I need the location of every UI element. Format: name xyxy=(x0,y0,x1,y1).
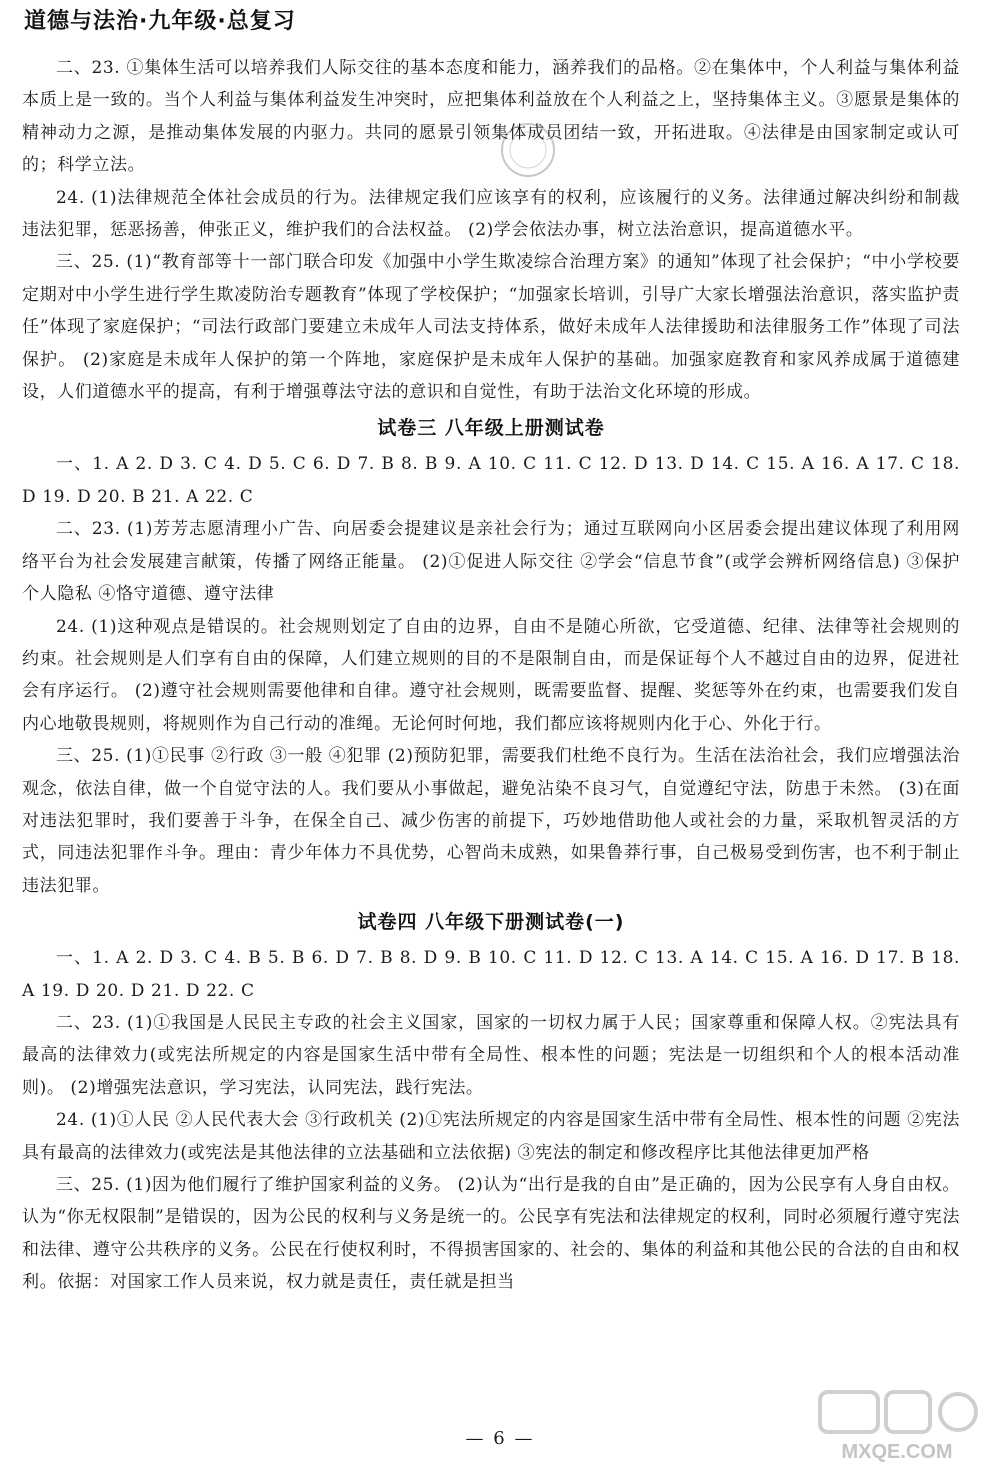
paragraph: 二、23. (1)芳芳志愿清理小广告、向居委会提建议是亲社会行为；通过互联网向小区居委会提出建议体现了利用网络平台为社会发展建言献策，传播了网络正能量。 (2)①促进人际交往 ②学会“信息节食”(或学会辨析网络信息) ③保护个人隐私 ④恪守道德、遵守法律 xyxy=(22,519,960,605)
paragraph: 一、1. A 2. D 3. C 4. D 5. C 6. D 7. B 8. B 9. A 10. C 11. C 12. D 13. D 14. C 15. A 16. A 17. C 18. D 19. D 20. B 21. A 22. C xyxy=(22,454,960,507)
paragraph: 24. (1)法律规范全体社会成员的行为。法律规定我们应该享有的权利，应该履行的义务。法律通过解决纠纷和制裁违法犯罪，惩恶扬善，伸张正义，维护我们的合法权益。 (2)学会依法办事，树立法治意识，提高道德水平。 xyxy=(22,187,960,241)
watermark-text: MXQE.COM xyxy=(841,1441,953,1463)
section-title: 试卷三 八年级上册测试卷 xyxy=(377,417,605,440)
section-exam-four xyxy=(22,902,960,1298)
section-exam-two-answers xyxy=(22,52,960,408)
paragraph: 24. (1)①人民 ②人民代表大会 ③行政机关 (2)①宪法所规定的内容是国家生活中带有全局性、根本性的问题 ②宪法具有最高的法律效力(或宪法是其他法律的立法基础和立法依据) ③宪法的制定和修改程序比其他法律更加严格 xyxy=(22,1110,960,1163)
watermark-logo xyxy=(812,1390,982,1466)
page-header: 道德与法治·九年级·总复习 xyxy=(24,9,296,34)
paragraph: 一、1. A 2. D 3. C 4. B 5. B 6. D 7. B 8. D 9. B 10. C 11. D 12. C 13. A 14. C 15. A 16. D 17. B 18. A 19. D 20. D 21. D 22. C xyxy=(22,948,960,1001)
section-title: 试卷四 八年级下册测试卷(一) xyxy=(357,911,625,934)
paragraph: 二、23. (1)①我国是人民民主专政的社会主义国家，国家的一切权力属于人民；国家尊重和保障人权。②宪法具有最高的法律效力(或宪法所规定的内容是国家生活中带有全局性、根本性的问题；宪法是一切组织和个人的根本活动准则)。 (2)增强宪法意识，学习宪法，认同宪法，践行宪法。 xyxy=(22,1012,960,1098)
page-number: — 6 — xyxy=(465,1428,535,1449)
paragraph: 三、25. (1)“教育部等十一部门联合印发《加强中小学生欺凌综合治理方案》的通知”体现了社会保护；“中小学校要定期对中小学生进行学生欺凌防治专题教育”体现了学校保护；“加强家长培训，引导广大家长增强法治意识，落实监护责任”体现了家庭保护；“司法行政部门要建立未成年人司法支持体系，做好未成年人法律援助和法律服务工作”体现了司法保护。 (2)家庭是未成年人保护的第一个阵地，家庭保护是未成年人保护的基础。加强家庭教育和家风养成属于道德建设，人们道德水平的提高，有利于增强尊法守法的意识和自觉性，有助于法治文化环境的形成。 xyxy=(22,252,960,403)
paragraph: 24. (1)这种观点是错误的。社会规则划定了自由的边界，自由不是随心所欲，它受道德、纪律、法律等社会规则的约束。社会规则是人们享有自由的保障，人们建立规则的目的不是限制自由，而是保证每个人不越过自由的边界，促进社会有序运行。 (2)遵守社会规则需要他律和自律。遵守社会规则，既需要监督、提醒、奖惩等外在约束，也需要我们发自内心地敬畏规则，将规则作为自己行动的准绳。无论何时何地，我们都应该将规则内化于心、外化于行。 xyxy=(22,616,960,734)
paragraph: 二、23. ①集体生活可以培养我们人际交往的基本态度和能力，涵养我们的品格。②在集体中，个人利益与集体利益本质上是一致的。当个人利益与集体利益发生冲突时，应把集体利益放在个人利益之上，坚持集体主义。③愿景是集体的精神动力之源，是推动集体发展的内驱力。共同的愿景引领集体成员团结一致，开拓进取。④法律是由国家制定或认可的；科学立法。 xyxy=(22,58,960,176)
section-exam-three xyxy=(22,408,960,902)
answer-content xyxy=(22,52,960,1299)
paragraph: 三、25. (1)因为他们履行了维护国家利益的义务。 (2)认为“出行是我的自由”是正确的，因为公民享有人身自由权。认为“你无权限制”是错误的，因为公民的权利与义务是统一的。公民享有宪法和法律规定的权利，同时必须履行遵守宪法和法律、遵守公共秩序的义务。公民在行使权利时，不得损害国家的、社会的、集体的利益和其他公民的合法的自由和权利。依据：对国家工作人员来说，权力就是责任，责任就是担当 xyxy=(22,1175,960,1293)
paragraph: 三、25. (1)①民事 ②行政 ③一般 ④犯罪 (2)预防犯罪，需要我们杜绝不良行为。生活在法治社会，我们应增强法治观念，依法自律，做一个自觉守法的人。我们要从小事做起，避免沾染不良习气，自觉遵纪守法，防患于未然。 (3)在面对违法犯罪时，我们要善于斗争，在保全自己、减少伤害的前提下，巧妙地借助他人或社会的力量，采取机智灵活的方式，同违法犯罪作斗争。理由：青少年体力不具优势，心智尚未成熟，如果鲁莽行事，自己极易受到伤害，也不利于制止违法犯罪。 xyxy=(22,746,960,896)
